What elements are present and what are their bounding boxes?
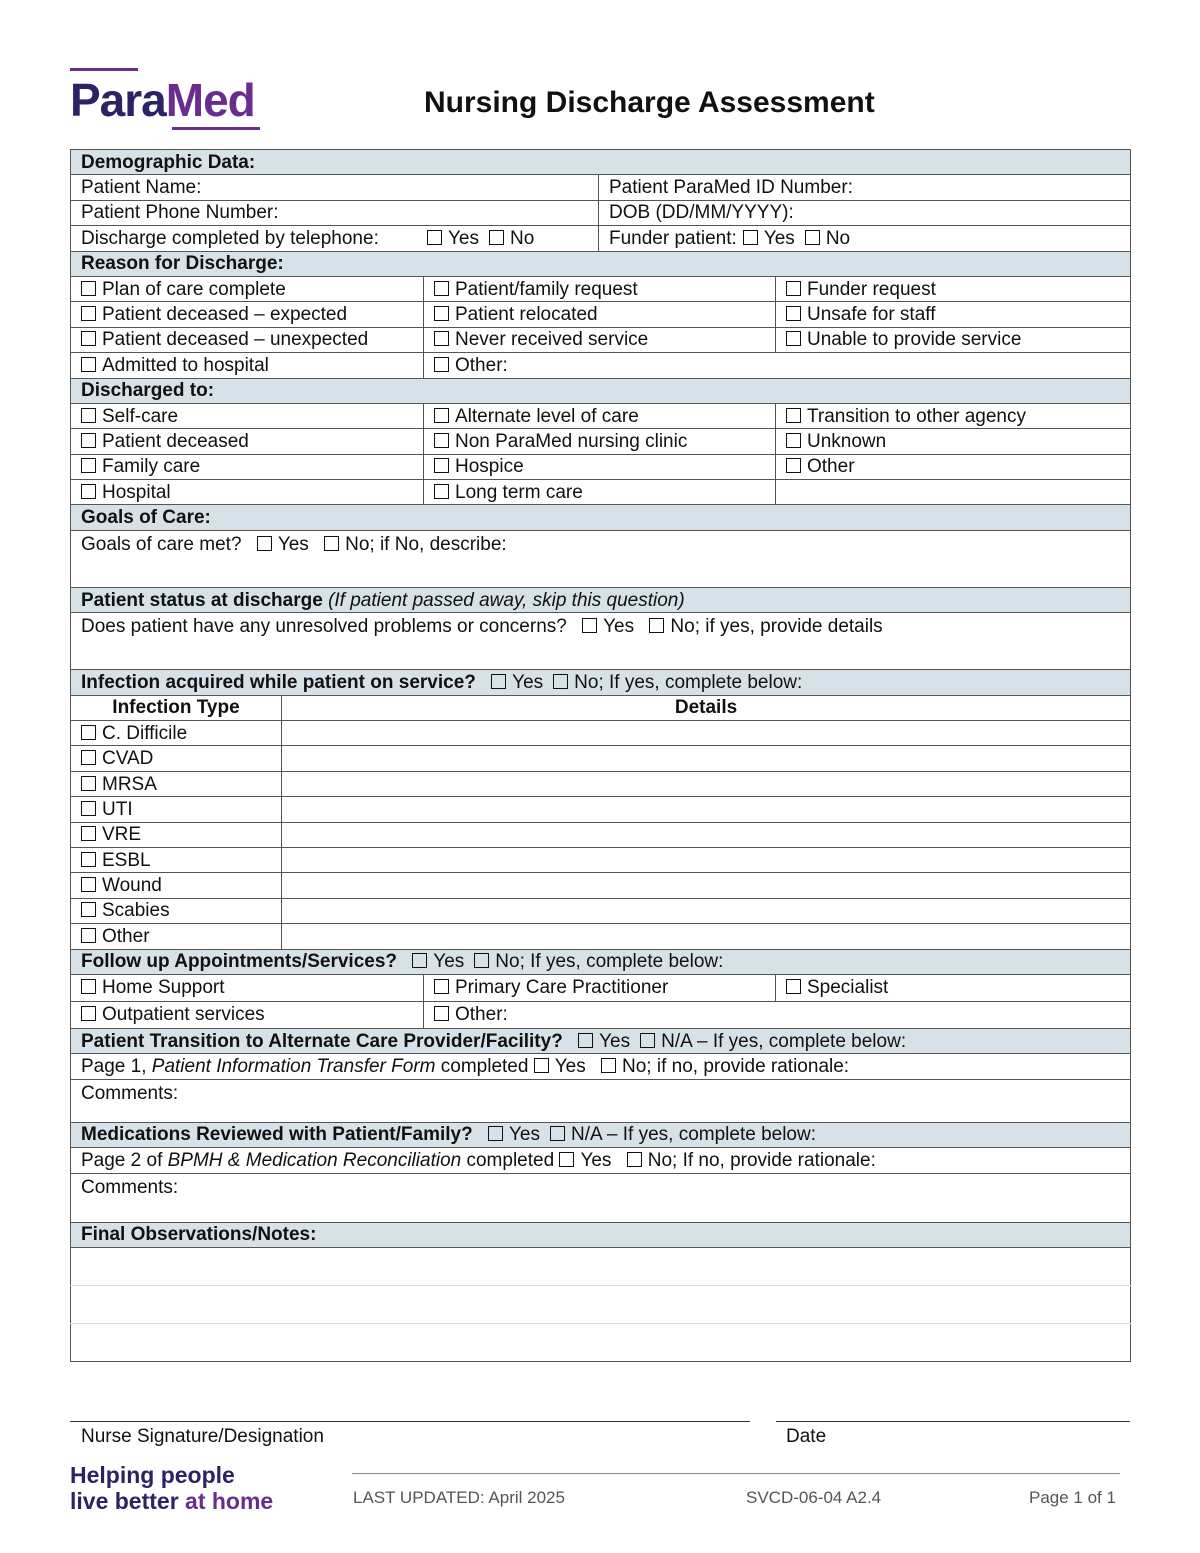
funder-patient-cell: Funder patient: Yes No: [599, 226, 1131, 251]
infection-details-field[interactable]: [282, 822, 1131, 847]
status-question-cell[interactable]: Does patient have any unresolved problems or concerns? Yes No; if yes, provide details: [71, 613, 1131, 670]
infection-type-option[interactable]: Wound: [71, 873, 282, 898]
nurse-signature-label: Nurse Signature/Designation: [81, 1426, 324, 1447]
checkbox-icon[interactable]: [81, 801, 96, 816]
section-final-notes: Final Observations/Notes:: [71, 1222, 1131, 1247]
reason-option[interactable]: Never received service: [424, 327, 776, 352]
checkbox-icon[interactable]: [786, 979, 801, 994]
checkbox-icon[interactable]: [324, 536, 339, 551]
medications-comments-field[interactable]: Comments:: [71, 1173, 1131, 1222]
infection-type-option[interactable]: ESBL: [71, 847, 282, 872]
logo-top-bar: [70, 68, 138, 71]
checkbox-icon[interactable]: [434, 458, 449, 473]
checkbox-icon[interactable]: [489, 230, 504, 245]
page-number: Page 1 of 1: [1029, 1488, 1116, 1507]
reason-option-other[interactable]: Other:: [424, 353, 1131, 378]
goals-question-cell[interactable]: Goals of care met? Yes No; if No, describe:: [71, 530, 1131, 587]
infection-details-field[interactable]: [282, 721, 1131, 746]
transition-comments-field[interactable]: Comments:: [71, 1079, 1131, 1122]
reason-option[interactable]: Patient deceased – unexpected: [71, 327, 424, 352]
document-code: SVCD-06-04 A2.4: [746, 1488, 882, 1507]
checkbox-icon[interactable]: [534, 1058, 549, 1073]
checkbox-icon[interactable]: [550, 1126, 565, 1141]
reason-option[interactable]: Unable to provide service: [776, 327, 1131, 352]
section-medications: Medications Reviewed with Patient/Family? Yes N/A – If yes, complete below:: [71, 1122, 1131, 1147]
infection-details-field[interactable]: [282, 873, 1131, 898]
checkbox-icon[interactable]: [81, 1006, 96, 1021]
checkbox-icon[interactable]: [434, 979, 449, 994]
checkbox-icon[interactable]: [81, 928, 96, 943]
followup-option[interactable]: Home Support: [71, 974, 424, 1001]
notes-line[interactable]: [71, 1323, 1131, 1361]
notes-line[interactable]: [71, 1247, 1131, 1285]
reason-option[interactable]: Unsafe for staff: [776, 302, 1131, 327]
last-updated: LAST UPDATED: April 2025: [353, 1488, 565, 1507]
nurse-signature-line[interactable]: [70, 1421, 750, 1422]
infection-type-option[interactable]: CVAD: [71, 746, 282, 771]
section-discharged-to: Discharged to:: [71, 378, 1131, 403]
checkbox-icon[interactable]: [81, 877, 96, 892]
date-line[interactable]: [776, 1421, 1130, 1422]
medications-form-line: Page 2 of BPMH & Medication Reconciliation completed Yes No; If no, provide rationale:: [71, 1148, 1131, 1173]
destination-option[interactable]: Patient deceased: [71, 429, 424, 454]
checkbox-icon[interactable]: [81, 331, 96, 346]
destination-option[interactable]: Unknown: [776, 429, 1131, 454]
checkbox-icon[interactable]: [649, 618, 664, 633]
phone-field[interactable]: Patient Phone Number:: [71, 200, 599, 225]
checkbox-icon[interactable]: [434, 408, 449, 423]
checkbox-icon[interactable]: [81, 433, 96, 448]
infection-details-field[interactable]: [282, 746, 1131, 771]
checkbox-icon[interactable]: [559, 1152, 574, 1167]
date-label: Date: [786, 1426, 827, 1447]
infection-type-option[interactable]: VRE: [71, 822, 282, 847]
telephone-discharge-cell: Discharge completed by telephone: Yes No: [71, 226, 599, 251]
infection-details-field[interactable]: [282, 924, 1131, 949]
infection-details-field[interactable]: [282, 847, 1131, 872]
footer-divider: [352, 1473, 1120, 1474]
followup-option[interactable]: Specialist: [776, 974, 1131, 1001]
destination-option[interactable]: Family care: [71, 454, 424, 479]
infection-type-option[interactable]: MRSA: [71, 771, 282, 796]
checkbox-icon[interactable]: [434, 281, 449, 296]
patient-name-field[interactable]: Patient Name:: [71, 175, 599, 200]
followup-option[interactable]: Primary Care Practitioner: [424, 974, 776, 1001]
infection-type-option[interactable]: C. Difficile: [71, 721, 282, 746]
checkbox-icon[interactable]: [627, 1152, 642, 1167]
checkbox-icon[interactable]: [81, 408, 96, 423]
checkbox-icon[interactable]: [786, 331, 801, 346]
checkbox-icon[interactable]: [81, 281, 96, 296]
section-followup: Follow up Appointments/Services? Yes No; If yes, complete below:: [71, 949, 1131, 974]
checkbox-icon[interactable]: [427, 230, 442, 245]
checkbox-icon[interactable]: [786, 306, 801, 321]
checkbox-icon[interactable]: [805, 230, 820, 245]
infection-type-option[interactable]: Other: [71, 924, 282, 949]
checkbox-icon[interactable]: [474, 953, 489, 968]
checkbox-icon[interactable]: [81, 725, 96, 740]
reason-option[interactable]: Admitted to hospital: [71, 353, 424, 378]
checkbox-icon[interactable]: [81, 306, 96, 321]
destination-option[interactable]: Long term care: [424, 480, 776, 505]
document-title: Nursing Discharge Assessment: [424, 86, 875, 119]
infection-details-field[interactable]: [282, 771, 1131, 796]
checkbox-icon[interactable]: [640, 1033, 655, 1048]
notes-line[interactable]: [71, 1285, 1131, 1323]
destination-option[interactable]: Non ParaMed nursing clinic: [424, 429, 776, 454]
destination-option[interactable]: Hospital: [71, 480, 424, 505]
checkbox-icon[interactable]: [553, 674, 568, 689]
paramed-logo: [70, 68, 270, 130]
checkbox-icon[interactable]: [412, 953, 427, 968]
destination-option[interactable]: Other: [776, 454, 1131, 479]
followup-option[interactable]: Outpatient services: [71, 1001, 424, 1028]
checkbox-icon[interactable]: [786, 408, 801, 423]
checkbox-icon[interactable]: [81, 826, 96, 841]
checkbox-icon[interactable]: [582, 618, 597, 633]
checkbox-icon[interactable]: [786, 458, 801, 473]
checkbox-icon[interactable]: [488, 1126, 503, 1141]
col-details: Details: [282, 695, 1131, 720]
section-patient-status: Patient status at discharge (If patient passed away, skip this question): [71, 587, 1131, 612]
section-transition: Patient Transition to Alternate Care Provider/Facility? Yes N/A – If yes, complete below:: [71, 1028, 1131, 1053]
checkbox-icon[interactable]: [434, 306, 449, 321]
section-reason: Reason for Discharge:: [71, 251, 1131, 276]
checkbox-icon[interactable]: [81, 484, 96, 499]
infection-type-option[interactable]: UTI: [71, 797, 282, 822]
section-goals: Goals of Care:: [71, 505, 1131, 530]
checkbox-icon[interactable]: [434, 484, 449, 499]
followup-option-other[interactable]: Other:: [424, 1001, 1131, 1028]
logo-wordmark: ParaMed: [70, 74, 255, 126]
reason-option[interactable]: Funder request: [776, 276, 1131, 301]
col-infection-type: Infection Type: [71, 695, 282, 720]
checkbox-icon[interactable]: [81, 776, 96, 791]
checkbox-icon[interactable]: [257, 536, 272, 551]
infection-details-field[interactable]: [282, 797, 1131, 822]
transition-form-line: Page 1, Patient Information Transfer Form completed Yes No; if no, provide rationale:: [71, 1054, 1131, 1079]
tagline: Helping people live better at home: [70, 1462, 274, 1514]
paramed-id-field[interactable]: Patient ParaMed ID Number:: [599, 175, 1131, 200]
checkbox-icon[interactable]: [743, 230, 758, 245]
checkbox-icon[interactable]: [81, 750, 96, 765]
checkbox-icon[interactable]: [578, 1033, 593, 1048]
reason-option[interactable]: Patient/family request: [424, 276, 776, 301]
checkbox-icon[interactable]: [601, 1058, 616, 1073]
empty-cell: [776, 480, 1131, 505]
destination-option[interactable]: Self-care: [71, 403, 424, 428]
reason-option[interactable]: Patient relocated: [424, 302, 776, 327]
reason-option[interactable]: Patient deceased – expected: [71, 302, 424, 327]
checkbox-icon[interactable]: [491, 674, 506, 689]
dob-field[interactable]: DOB (DD/MM/YYYY):: [599, 200, 1131, 225]
logo-underline: [172, 127, 260, 130]
checkbox-icon[interactable]: [786, 433, 801, 448]
checkbox-icon[interactable]: [81, 357, 96, 372]
infection-type-option[interactable]: Scabies: [71, 898, 282, 923]
checkbox-icon[interactable]: [434, 357, 449, 372]
destination-option[interactable]: Hospice: [424, 454, 776, 479]
reason-option[interactable]: Plan of care complete: [71, 276, 424, 301]
checkbox-icon[interactable]: [81, 979, 96, 994]
section-demographic: Demographic Data:: [71, 150, 1131, 175]
checkbox-icon[interactable]: [81, 458, 96, 473]
checkbox-icon[interactable]: [81, 852, 96, 867]
infection-details-field[interactable]: [282, 898, 1131, 923]
destination-option[interactable]: Transition to other agency: [776, 403, 1131, 428]
discharge-form: [70, 149, 1131, 1362]
checkbox-icon[interactable]: [434, 331, 449, 346]
checkbox-icon[interactable]: [434, 433, 449, 448]
checkbox-icon[interactable]: [434, 1006, 449, 1021]
destination-option[interactable]: Alternate level of care: [424, 403, 776, 428]
checkbox-icon[interactable]: [786, 281, 801, 296]
section-infection: Infection acquired while patient on service? Yes No; If yes, complete below:: [71, 670, 1131, 695]
checkbox-icon[interactable]: [81, 902, 96, 917]
